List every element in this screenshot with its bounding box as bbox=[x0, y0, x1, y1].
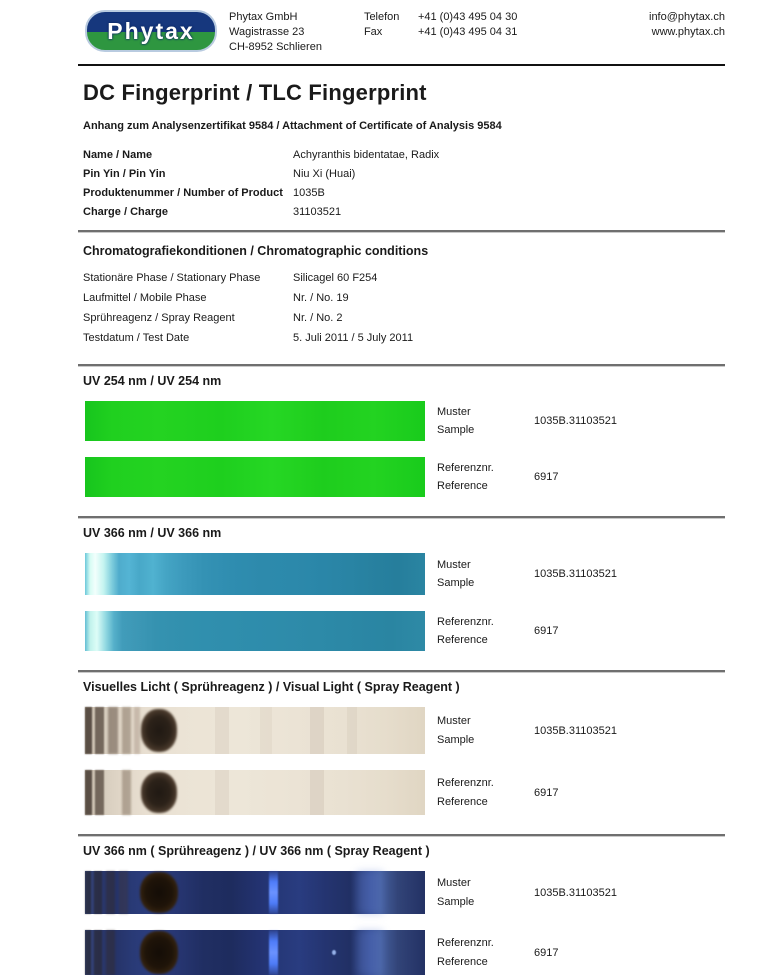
section-heading: UV 254 nm / UV 254 nm bbox=[83, 374, 222, 388]
condition-label: Testdatum / Test Date bbox=[83, 332, 190, 344]
info-label: Produktenummer / Number of Product bbox=[83, 186, 283, 199]
reference-label bbox=[437, 770, 533, 815]
reference-row bbox=[85, 770, 725, 815]
tlc-band bbox=[310, 770, 324, 815]
tlc-plate-reference-image bbox=[85, 930, 425, 975]
letterhead bbox=[78, 10, 725, 55]
condition-value: Nr. / No. 2 bbox=[293, 312, 343, 324]
reference-value: 6917 bbox=[534, 946, 559, 959]
tlc-plate-sample-image bbox=[85, 553, 425, 595]
phytax-logo bbox=[85, 10, 217, 52]
tlc-band bbox=[347, 707, 357, 754]
label-line1: Referenznr. bbox=[437, 777, 494, 789]
label-line2: Reference bbox=[437, 633, 488, 646]
reference-row bbox=[85, 611, 725, 651]
tlc-band bbox=[122, 770, 131, 815]
tlc-spot bbox=[141, 772, 177, 813]
company-street: Wagistrasse 23 bbox=[229, 26, 305, 38]
condition-label: Sprühreagenz / Spray Reagent bbox=[83, 312, 235, 324]
tlc-plate-reference-image bbox=[85, 611, 425, 651]
label-line1: Referenznr. bbox=[437, 462, 494, 475]
condition-row-mobile-phase bbox=[83, 288, 725, 308]
reference-row bbox=[85, 457, 725, 497]
website-address: www.phytax.ch bbox=[651, 26, 725, 38]
section-uv366 bbox=[78, 516, 725, 651]
web-contact-block bbox=[649, 10, 725, 40]
reference-row bbox=[85, 930, 725, 975]
tlc-spot bbox=[332, 950, 336, 955]
sample-value: 1035B.31103521 bbox=[534, 415, 617, 427]
section-divider bbox=[78, 364, 725, 367]
sample-value: 1035B.31103521 bbox=[534, 724, 617, 737]
section-heading: UV 366 nm / UV 366 nm bbox=[83, 526, 222, 540]
tlc-spot bbox=[140, 931, 178, 974]
phone-label: Telefon bbox=[363, 11, 400, 23]
tlc-band bbox=[119, 871, 128, 914]
info-value: Achyranthis bidentatae, Radix bbox=[293, 148, 440, 161]
conditions-table bbox=[83, 268, 725, 348]
sample-info-table bbox=[83, 145, 725, 221]
tlc-band bbox=[357, 930, 383, 975]
tlc-plate-reference-image bbox=[85, 770, 425, 815]
condition-value: Silicagel 60 F254 bbox=[293, 272, 378, 284]
section-divider bbox=[78, 670, 725, 673]
tlc-band bbox=[215, 707, 229, 754]
reference-label bbox=[437, 930, 533, 975]
tlc-band bbox=[95, 707, 104, 754]
section-divider bbox=[78, 230, 725, 233]
tlc-fluorescent-band bbox=[269, 871, 278, 914]
label-line2: Sample bbox=[437, 734, 475, 747]
section-visual-light bbox=[78, 670, 725, 815]
sample-row bbox=[85, 553, 725, 595]
tlc-band bbox=[85, 707, 92, 754]
sample-label bbox=[437, 707, 533, 754]
label-line1: Muster bbox=[437, 559, 471, 571]
tlc-band bbox=[108, 707, 118, 754]
fax-number: +41 (0)43 495 04 31 bbox=[417, 26, 518, 38]
info-row-product-number bbox=[83, 183, 725, 202]
condition-row-spray-reagent bbox=[83, 308, 725, 328]
tlc-band bbox=[134, 707, 140, 754]
sample-label bbox=[437, 401, 533, 441]
sample-value: 1035B.31103521 bbox=[534, 886, 617, 899]
label-line2: Reference bbox=[437, 796, 488, 808]
reference-label bbox=[437, 611, 533, 651]
tlc-band bbox=[260, 707, 272, 754]
sample-value: 1035B.31103521 bbox=[534, 568, 617, 580]
label-line1: Referenznr. bbox=[437, 937, 494, 949]
label-line2: Reference bbox=[437, 479, 488, 492]
page-subtitle: Anhang zum Analysenzertifikat 9584 / Attachment of Certificate of Analysis 9584 bbox=[83, 120, 502, 132]
tlc-band bbox=[106, 930, 115, 975]
tlc-plate-sample-image bbox=[85, 401, 425, 441]
tlc-band bbox=[94, 930, 102, 975]
company-address bbox=[229, 10, 322, 55]
tlc-spot bbox=[140, 872, 178, 913]
tlc-band bbox=[94, 871, 102, 914]
tlc-plate-sample-image bbox=[85, 871, 425, 914]
tlc-plate-reference-image bbox=[85, 457, 425, 497]
info-label: Name / Name bbox=[83, 148, 153, 161]
label-line1: Muster bbox=[437, 714, 471, 727]
contact-block bbox=[364, 10, 517, 40]
page-title: DC Fingerprint / TLC Fingerprint bbox=[83, 80, 427, 105]
phone-number: +41 (0)43 495 04 30 bbox=[417, 11, 518, 23]
company-name: Phytax GmbH bbox=[229, 11, 298, 23]
tlc-band bbox=[95, 770, 104, 815]
company-city: CH-8952 Schlieren bbox=[229, 41, 322, 53]
section-heading: Visuelles Licht ( Sprühreagenz ) / Visual Light ( Spray Reagent ) bbox=[83, 680, 460, 694]
info-value: 31103521 bbox=[293, 205, 342, 218]
sample-label bbox=[437, 871, 533, 914]
label-line1: Muster bbox=[437, 877, 471, 890]
tlc-fluorescent-band bbox=[269, 930, 278, 975]
reference-value: 6917 bbox=[534, 471, 559, 483]
tlc-band bbox=[310, 707, 324, 754]
phytax-logo-text: Phytax bbox=[107, 17, 195, 44]
header-divider bbox=[78, 64, 725, 66]
info-value: Niu Xi (Huai) bbox=[293, 167, 356, 180]
label-line2: Sample bbox=[437, 423, 475, 436]
info-label: Charge / Charge bbox=[83, 205, 168, 218]
tlc-band bbox=[85, 930, 91, 975]
sample-label bbox=[437, 553, 533, 595]
tlc-band bbox=[106, 871, 115, 914]
reference-value: 6917 bbox=[534, 786, 559, 799]
tlc-band bbox=[85, 871, 91, 914]
tlc-spot bbox=[141, 709, 177, 752]
condition-value: Nr. / No. 19 bbox=[293, 292, 349, 304]
info-row-charge bbox=[83, 202, 725, 221]
condition-value: 5. Juli 2011 / 5 July 2011 bbox=[293, 332, 414, 344]
condition-label: Stationäre Phase / Stationary Phase bbox=[83, 272, 261, 284]
reference-label bbox=[437, 457, 533, 497]
section-heading: UV 366 nm ( Sprühreagenz ) / UV 366 nm ( Spray Reagent ) bbox=[83, 844, 430, 858]
reference-value: 6917 bbox=[534, 625, 559, 637]
label-line1: Referenznr. bbox=[437, 616, 494, 629]
conditions-heading: Chromatografiekonditionen / Chromatographic conditions bbox=[83, 244, 429, 258]
tlc-band bbox=[357, 871, 383, 914]
sample-row bbox=[85, 871, 725, 914]
condition-label: Laufmittel / Mobile Phase bbox=[83, 292, 207, 304]
condition-row-stationary-phase bbox=[83, 268, 725, 288]
condition-row-test-date bbox=[83, 328, 725, 348]
tlc-plate-sample-image bbox=[85, 707, 425, 754]
label-line2: Sample bbox=[437, 577, 475, 589]
label-line2: Sample bbox=[437, 895, 475, 908]
email-address: info@phytax.ch bbox=[649, 11, 725, 23]
label-line1: Muster bbox=[437, 406, 471, 419]
tlc-band bbox=[85, 770, 92, 815]
section-uv254 bbox=[78, 364, 725, 497]
section-divider bbox=[78, 834, 725, 837]
section-divider bbox=[78, 516, 725, 519]
tlc-band bbox=[122, 707, 131, 754]
sample-row bbox=[85, 401, 725, 441]
tlc-band bbox=[215, 770, 229, 815]
section-uv366-spray bbox=[78, 834, 725, 975]
label-line2: Reference bbox=[437, 956, 488, 968]
fax-label: Fax bbox=[363, 26, 383, 38]
info-row-name bbox=[83, 145, 725, 164]
info-row-pinyin bbox=[83, 164, 725, 183]
info-label: Pin Yin / Pin Yin bbox=[83, 167, 166, 180]
info-value: 1035B bbox=[293, 186, 325, 199]
sample-row bbox=[85, 707, 725, 754]
